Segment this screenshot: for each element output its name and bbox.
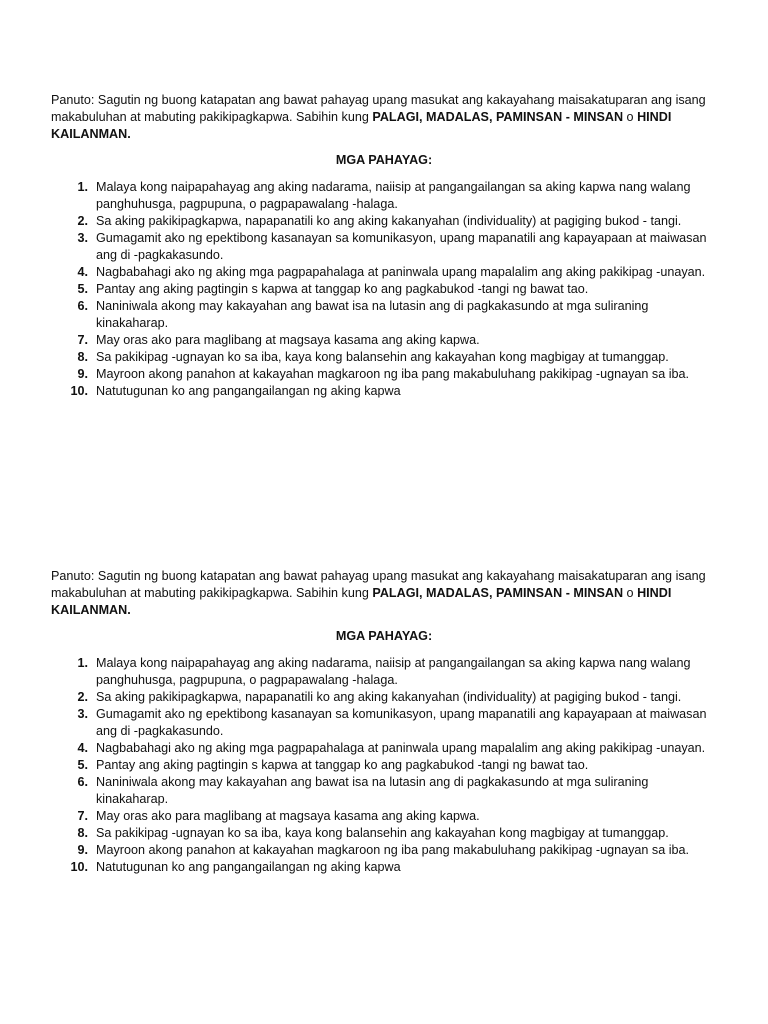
instructions-text: Panuto: Sagutin ng buong katapatan ang bawat pahayag upang masukat ang kakayahang maisakatuparan ang isang makabuluhan at mabuting pakikipagkapwa. Sabihin kung: [51, 93, 706, 124]
statement-item: [51, 383, 717, 400]
statement-number: 1.: [77, 180, 88, 194]
statement-text: Natutugunan ko ang pangangailangan ng aking kapwa: [96, 860, 401, 874]
statement-number: 6.: [77, 299, 88, 313]
statement-text: Naniniwala akong may kakayahan ang bawat isa na lutasin ang di pagkakasundo at mga suliraning kinakaharap.: [96, 775, 649, 806]
statement-item: [51, 213, 717, 230]
statement-number: 10.: [70, 860, 88, 874]
statement-number: 8.: [77, 350, 88, 364]
statement-item: [51, 264, 717, 281]
statement-number: 7.: [77, 809, 88, 823]
statement-item: [51, 230, 717, 264]
statement-text: Nagbabahagi ako ng aking mga pagpapahalaga at paninwala upang mapalalim ang aking pakikipag -unayan.: [96, 265, 706, 279]
statement-text: Mayroon akong panahon at kakayahan magkaroon ng iba pang makabuluhang pakikipag -ugnayan sa iba.: [96, 843, 690, 857]
instructions-choices: PALAGI, MADALAS, PAMINSAN - MINSAN: [372, 586, 624, 600]
statement-number: 8.: [77, 826, 88, 840]
statement-item: [51, 757, 717, 774]
statement-item: [51, 655, 717, 689]
statement-number: 5.: [77, 282, 88, 296]
statement-text: Pantay ang aking pagtingin s kapwa at tanggap ko ang pagkabukod -tangi ng bawat tao.: [96, 758, 589, 772]
statement-item: [51, 349, 717, 366]
instructions-paragraph: [51, 568, 717, 619]
statement-text: Malaya kong naipapahayag ang aking nadarama, naiisip at pangangailangan sa aking kapwa nang walang panghuhusga, pagpupuna, o pagpapawalang -halaga.: [96, 180, 691, 211]
statement-item: [51, 366, 717, 383]
statement-number: 2.: [77, 214, 88, 228]
statement-number: 9.: [77, 367, 88, 381]
statement-item: [51, 740, 717, 757]
instructions-paragraph: [51, 92, 717, 143]
statement-item: [51, 859, 717, 876]
statement-item: [51, 332, 717, 349]
statement-text: Naniniwala akong may kakayahan ang bawat isa na lutasin ang di pagkakasundo at mga suliraning kinakaharap.: [96, 299, 649, 330]
statement-number: 3.: [77, 231, 88, 245]
statement-text: Gumagamit ako ng epektibong kasanayan sa komunikasyon, upang mapanatili ang kapayapaan at maiwasan ang di -pagkakasundo.: [96, 231, 707, 262]
statement-number: 5.: [77, 758, 88, 772]
statement-item: [51, 825, 717, 842]
statement-item: [51, 808, 717, 825]
statement-text: May oras ako para maglibang at magsaya kasama ang aking kapwa.: [96, 333, 480, 347]
statement-number: 10.: [70, 384, 88, 398]
statement-text: Sa aking pakikipagkapwa, napapanatili ko ang aking kakanyahan (individuality) at pagiging bukod - tangi.: [96, 690, 682, 704]
statement-text: May oras ako para maglibang at magsaya kasama ang aking kapwa.: [96, 809, 480, 823]
statement-number: 2.: [77, 690, 88, 704]
statement-text: Malaya kong naipapahayag ang aking nadarama, naiisip at pangangailangan sa aking kapwa nang walang panghuhusga, pagpupuna, o pagpapawalang -halaga.: [96, 656, 691, 687]
statement-text: Natutugunan ko ang pangangailangan ng aking kapwa: [96, 384, 401, 398]
instructions-choices: PALAGI, MADALAS, PAMINSAN - MINSAN: [372, 110, 624, 124]
statement-number: 4.: [77, 265, 88, 279]
statement-text: Sa pakikipag -ugnayan ko sa iba, kaya kong balansehin ang kakayahan kong magbigay at tumanggap.: [96, 826, 669, 840]
questionnaire-section-1: [51, 92, 717, 400]
statement-text: Mayroon akong panahon at kakayahan magkaroon ng iba pang makabuluhang pakikipag -ugnayan sa iba.: [96, 367, 690, 381]
statement-item: [51, 706, 717, 740]
section-heading: MGA PAHAYAG:: [335, 629, 433, 643]
instructions-text: Panuto: Sagutin ng buong katapatan ang bawat pahayag upang masukat ang kakayahang maisakatuparan ang isang makabuluhan at mabuting pakikipagkapwa. Sabihin kung: [51, 569, 706, 600]
statement-text: Sa aking pakikipagkapwa, napapanatili ko ang aking kakanyahan (individuality) at pagiging bukod - tangi.: [96, 214, 682, 228]
statement-list: [51, 179, 717, 400]
statement-item: [51, 179, 717, 213]
statement-item: [51, 281, 717, 298]
instructions-connector: o: [623, 110, 638, 124]
statement-item: [51, 774, 717, 808]
statement-text: Sa pakikipag -ugnayan ko sa iba, kaya kong balansehin ang kakayahan kong magbigay at tumanggap.: [96, 350, 669, 364]
instructions-choice-last: HINDI KAILANMAN.: [51, 586, 672, 617]
statement-item: [51, 842, 717, 859]
statement-number: 3.: [77, 707, 88, 721]
statement-number: 9.: [77, 843, 88, 857]
questionnaire-section-2: [51, 568, 717, 876]
statement-text: Gumagamit ako ng epektibong kasanayan sa komunikasyon, upang mapanatili ang kapayapaan at maiwasan ang di -pagkakasundo.: [96, 707, 707, 738]
statement-number: 1.: [77, 656, 88, 670]
statement-number: 7.: [77, 333, 88, 347]
statement-item: [51, 298, 717, 332]
statement-number: 6.: [77, 775, 88, 789]
statement-number: 4.: [77, 741, 88, 755]
section-heading: MGA PAHAYAG:: [335, 153, 433, 167]
statement-list: [51, 655, 717, 876]
statement-text: Nagbabahagi ako ng aking mga pagpapahalaga at paninwala upang mapalalim ang aking pakikipag -unayan.: [96, 741, 706, 755]
instructions-connector: o: [623, 586, 638, 600]
instructions-choice-last: HINDI KAILANMAN.: [51, 110, 672, 141]
statement-item: [51, 689, 717, 706]
statement-text: Pantay ang aking pagtingin s kapwa at tanggap ko ang pagkabukod -tangi ng bawat tao.: [96, 282, 589, 296]
